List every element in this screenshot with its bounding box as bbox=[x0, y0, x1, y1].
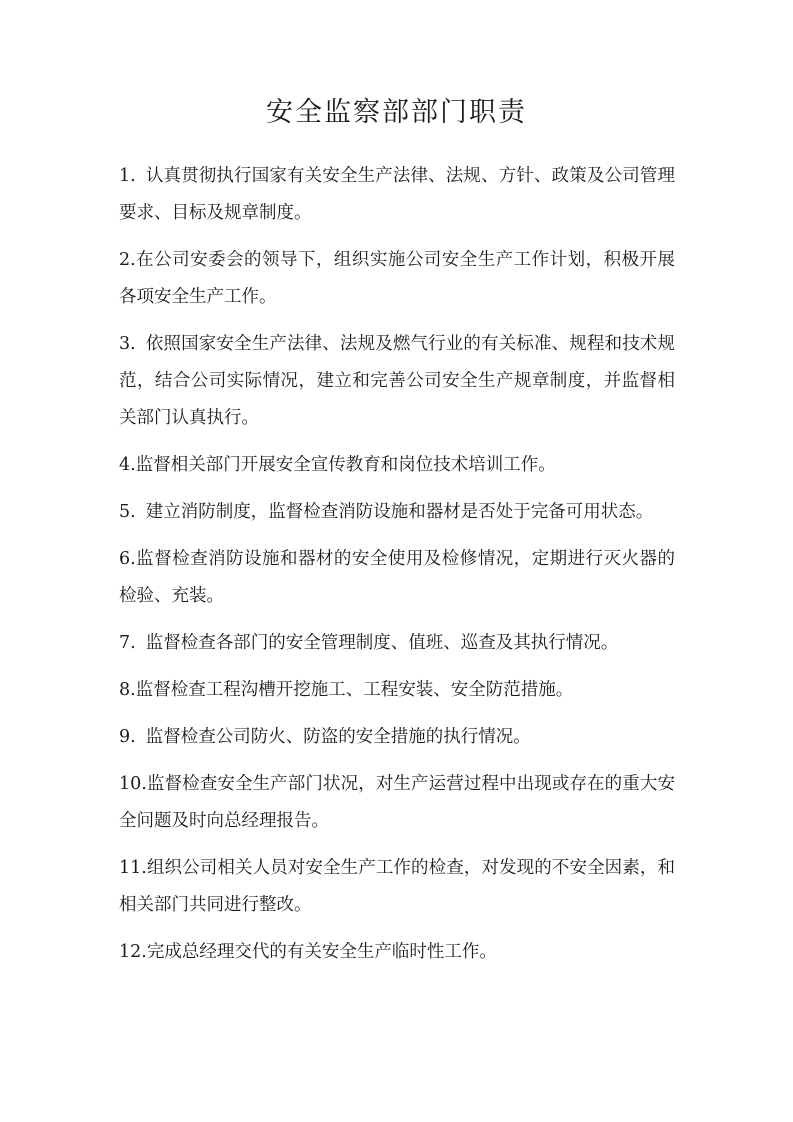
item-text: 建立消防制度，监督检查消防设施和器材是否处于完备可用状态。 bbox=[145, 502, 654, 522]
item-text: 监督检查各部门的安全管理制度、值班、巡查及其执行情况。 bbox=[145, 633, 619, 653]
item-text: 监督检查公司防火、防盗的安全措施的执行情况。 bbox=[145, 727, 531, 747]
duty-item-4 bbox=[119, 447, 675, 484]
item-number: 8. bbox=[119, 680, 136, 700]
item-number: 3. bbox=[119, 334, 136, 354]
item-text: 监督检查消防设施和器材的安全使用及检修情况，定期进行灭火器的检验、充装。 bbox=[119, 549, 675, 606]
item-number: 1. bbox=[119, 166, 136, 186]
item-number: 5. bbox=[119, 502, 136, 522]
item-text: 在公司安委会的领导下，组织实施公司安全生产工作计划，积极开展各项安全生产工作。 bbox=[119, 250, 675, 307]
item-text: 组织公司相关人员对安全生产工作的检查，对发现的不安全因素，和相关部门共同进行整改。 bbox=[119, 858, 675, 915]
duty-item-5 bbox=[119, 494, 675, 531]
item-text: 监督检查工程沟槽开挖施工、工程安装、安全防范措施。 bbox=[135, 680, 574, 700]
duty-item-12 bbox=[119, 934, 675, 971]
duty-item-10 bbox=[119, 766, 675, 840]
duty-item-11 bbox=[119, 850, 675, 924]
duty-item-6 bbox=[119, 541, 675, 615]
item-text: 监督相关部门开展安全宣传教育和岗位技术培训工作。 bbox=[135, 455, 556, 475]
item-number: 4. bbox=[119, 455, 136, 475]
duty-item-8 bbox=[119, 672, 675, 709]
duty-item-1 bbox=[119, 158, 675, 232]
item-number: 12. bbox=[119, 942, 147, 962]
item-number: 7. bbox=[119, 633, 136, 653]
item-number: 11. bbox=[119, 858, 147, 878]
item-text: 完成总经理交代的有关安全生产临时性工作。 bbox=[146, 942, 497, 962]
item-text: 认真贯彻执行国家有关安全生产法律、法规、方针、政策及公司管理要求、目标及规章制度。 bbox=[119, 166, 675, 223]
duty-item-7 bbox=[119, 625, 675, 662]
duty-item-3 bbox=[119, 326, 675, 437]
item-number: 10. bbox=[119, 774, 147, 794]
item-number: 9. bbox=[119, 727, 136, 747]
page-title: 安全监察部部门职责 bbox=[266, 97, 527, 128]
item-number: 6. bbox=[119, 549, 136, 569]
duty-list bbox=[119, 158, 675, 981]
item-number: 2. bbox=[119, 250, 136, 270]
item-text: 监督检查安全生产部门状况，对生产运营过程中出现或存在的重大安全问题及时向总经理报告。 bbox=[119, 774, 675, 831]
item-text: 依照国家安全生产法律、法规及燃气行业的有关标准、规程和技术规范，结合公司实际情况，建立和完善公司安全生产规章制度，并监督相关部门认真执行。 bbox=[119, 334, 675, 428]
duty-item-9 bbox=[119, 719, 675, 756]
duty-item-2 bbox=[119, 242, 675, 316]
